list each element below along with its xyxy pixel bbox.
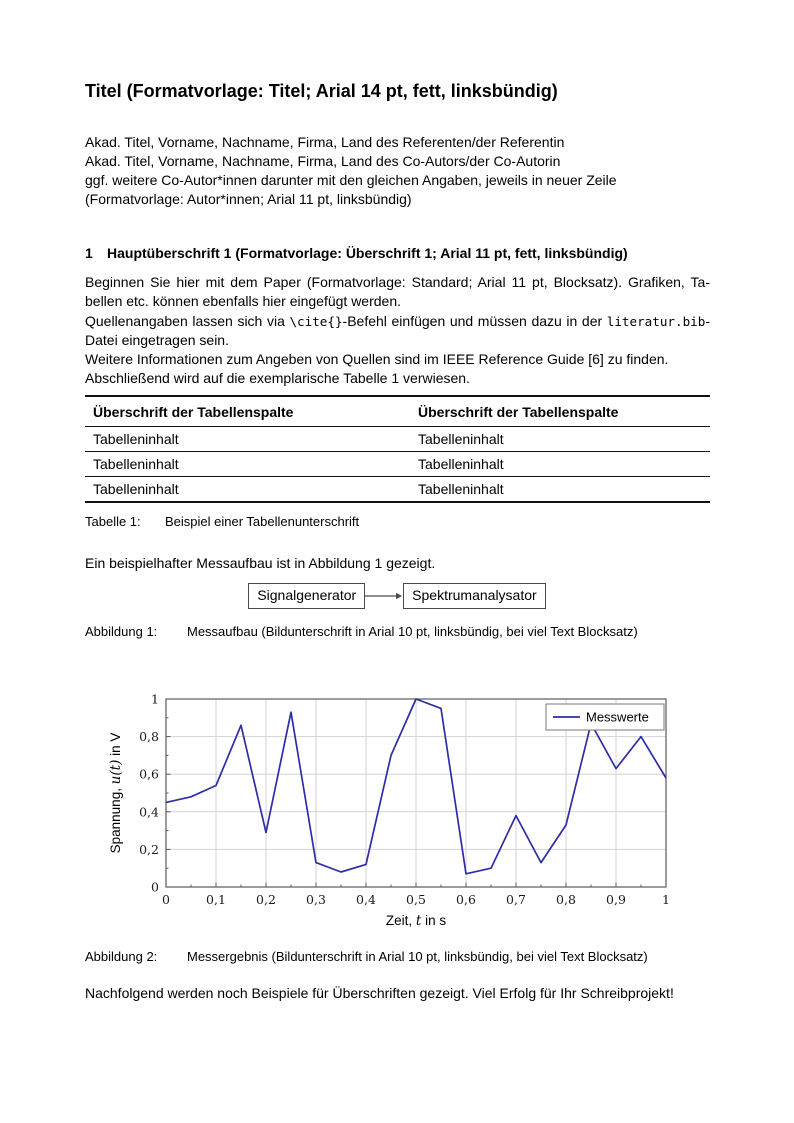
spectrum-analyzer-box: Spektrumanalysator: [403, 583, 546, 609]
section-1-heading: [85, 245, 725, 261]
table-head: [85, 396, 710, 427]
figure1-caption: [85, 624, 725, 639]
table-header-cell: Überschrift der Tabellenspalte: [85, 396, 410, 427]
table-cell: Tabelleninhalt: [85, 452, 410, 477]
y-tick-label: 0,4: [139, 804, 159, 820]
table-caption-label: Tabelle 1:: [85, 514, 141, 529]
closing-paragraph: Nachfolgend werden noch Beispiele für Überschriften gezeigt. Viel Erfolg für Ihr Schreibprojekt!: [85, 985, 674, 1001]
x-tick-label: 0,3: [306, 892, 326, 907]
math-symbol: u(t): [108, 759, 124, 785]
section-number: 1: [85, 245, 93, 261]
figure2-caption-label: Abbildung 2:: [85, 949, 158, 964]
author-line: Akad. Titel, Vorname, Nachname, Firma, Land des Co-Autors/der Co-Autorin: [85, 153, 561, 169]
figure2-caption-text: Messergebnis (Bildunterschrift in Arial 10 pt, linksbündig, bei viel Text Blocksatz): [187, 949, 648, 964]
text-segment: -Befehl einfügen und müssen dazu in der: [342, 312, 607, 329]
x-tick-label: 0,9: [606, 892, 626, 907]
author-line: Akad. Titel, Vorname, Nachname, Firma, Land des Referenten/der Referentin: [85, 134, 565, 150]
author-line: ggf. weitere Co-Autor*innen darunter mit den gleichen Angaben, jeweils in neuer Zeile: [85, 172, 617, 188]
label-text: in s: [421, 913, 447, 928]
table-body: [85, 427, 710, 503]
inline-code: \cite{}: [289, 313, 343, 329]
table-cell: Tabelleninhalt: [410, 427, 710, 452]
author-line: (Formatvorlage: Autor*innen; Arial 11 pt, linksbündig): [85, 191, 412, 207]
text-segment: Beginnen Sie hier mit dem Paper (Formatvorlage: Standard; Arial 11 pt, Blocksatz). Grafiken, Ta-: [85, 274, 710, 290]
paragraph-line: [85, 331, 710, 350]
author-block: [85, 133, 725, 209]
paragraph-line: [85, 292, 710, 311]
x-tick-label: 0,5: [406, 892, 426, 907]
x-tick-label: 0,1: [206, 892, 226, 907]
table-caption: [85, 514, 725, 529]
figure1-block-diagram: [0, 583, 794, 609]
section-title: Hauptüberschrift 1 (Formatvorlage: Überschrift 1; Arial 11 pt, fett, linksbündig): [107, 245, 628, 261]
paragraph-line: [85, 312, 710, 331]
table-caption-text: Beispiel einer Tabellenunterschrift: [165, 514, 360, 529]
table-row: [85, 452, 710, 477]
table-header-cell: Überschrift der Tabellenspalte: [410, 396, 710, 427]
y-tick-label: 1: [151, 691, 159, 707]
text-segment: Abschließend wird auf die exemplarische Tabelle 1 verwiesen.: [85, 370, 470, 387]
x-tick-label: 0,6: [456, 892, 476, 907]
y-tick-label: 0,8: [139, 729, 159, 745]
table-row: [85, 477, 710, 503]
paragraph-line: [85, 273, 710, 292]
figure1-intro-text: Ein beispielhafter Messaufbau ist in Abbildung 1 gezeigt.: [85, 555, 436, 571]
label-text: Zeit,: [385, 913, 416, 928]
text-segment: Weitere Informationen zum Angeben von Quellen sind im IEEE Reference Guide [6] zu finden.: [85, 351, 669, 368]
signal-generator-box: Signalgenerator: [248, 583, 365, 609]
x-tick-label: 0,4: [356, 892, 376, 907]
document-title: Titel (Formatvorlage: Titel; Arial 14 pt, fett, linksbündig): [85, 81, 558, 101]
x-tick-label: 0: [162, 892, 170, 907]
table-cell: Tabelleninhalt: [410, 452, 710, 477]
y-tick-label: 0: [151, 879, 159, 895]
table-row: [85, 427, 710, 452]
intro-paragraph: [85, 273, 710, 389]
table-cell: Tabelleninhalt: [93, 481, 179, 497]
chart-legend-label: Messwerte: [586, 709, 649, 725]
x-tick-label: 1: [662, 892, 670, 907]
figure1-caption-label: Abbildung 1:: [85, 624, 158, 639]
label-text: Spannung,: [108, 784, 123, 854]
paragraph-line: [85, 369, 710, 388]
table-cell: Tabelleninhalt: [418, 481, 504, 497]
figure1-caption-text: Messaufbau (Bildunterschrift in Arial 10 pt, linksbündig, bei viel Text Blocksatz): [187, 624, 638, 639]
measurement-chart: [80, 685, 720, 945]
x-tick-label: 0,2: [256, 892, 276, 907]
y-tick-label: 0,6: [139, 766, 159, 782]
example-table: [85, 395, 710, 503]
table-cell: Tabelleninhalt: [85, 427, 410, 452]
y-axis-label: [108, 733, 124, 854]
text-segment: Datei eingetragen sein.: [85, 331, 229, 348]
table-header-row: [85, 396, 710, 427]
inline-code: literatur.bib: [606, 313, 706, 329]
text-segment: -: [705, 312, 711, 329]
x-tick-label: 0,8: [556, 892, 576, 907]
y-tick-label: 0,2: [139, 841, 159, 857]
x-axis-label: [386, 913, 446, 929]
chart-canvas: [80, 685, 720, 945]
paragraph-line: [85, 350, 710, 369]
arrow-right-icon: [365, 591, 403, 601]
text-segment: Quellenangaben lassen sich via: [85, 312, 290, 329]
figure2-caption: [85, 949, 725, 964]
text-segment: bellen etc. können ebenfalls hier eingefügt werden.: [85, 293, 401, 310]
math-symbol: t: [415, 913, 422, 929]
label-text: in V: [108, 732, 123, 760]
x-tick-label: 0,7: [506, 892, 526, 907]
